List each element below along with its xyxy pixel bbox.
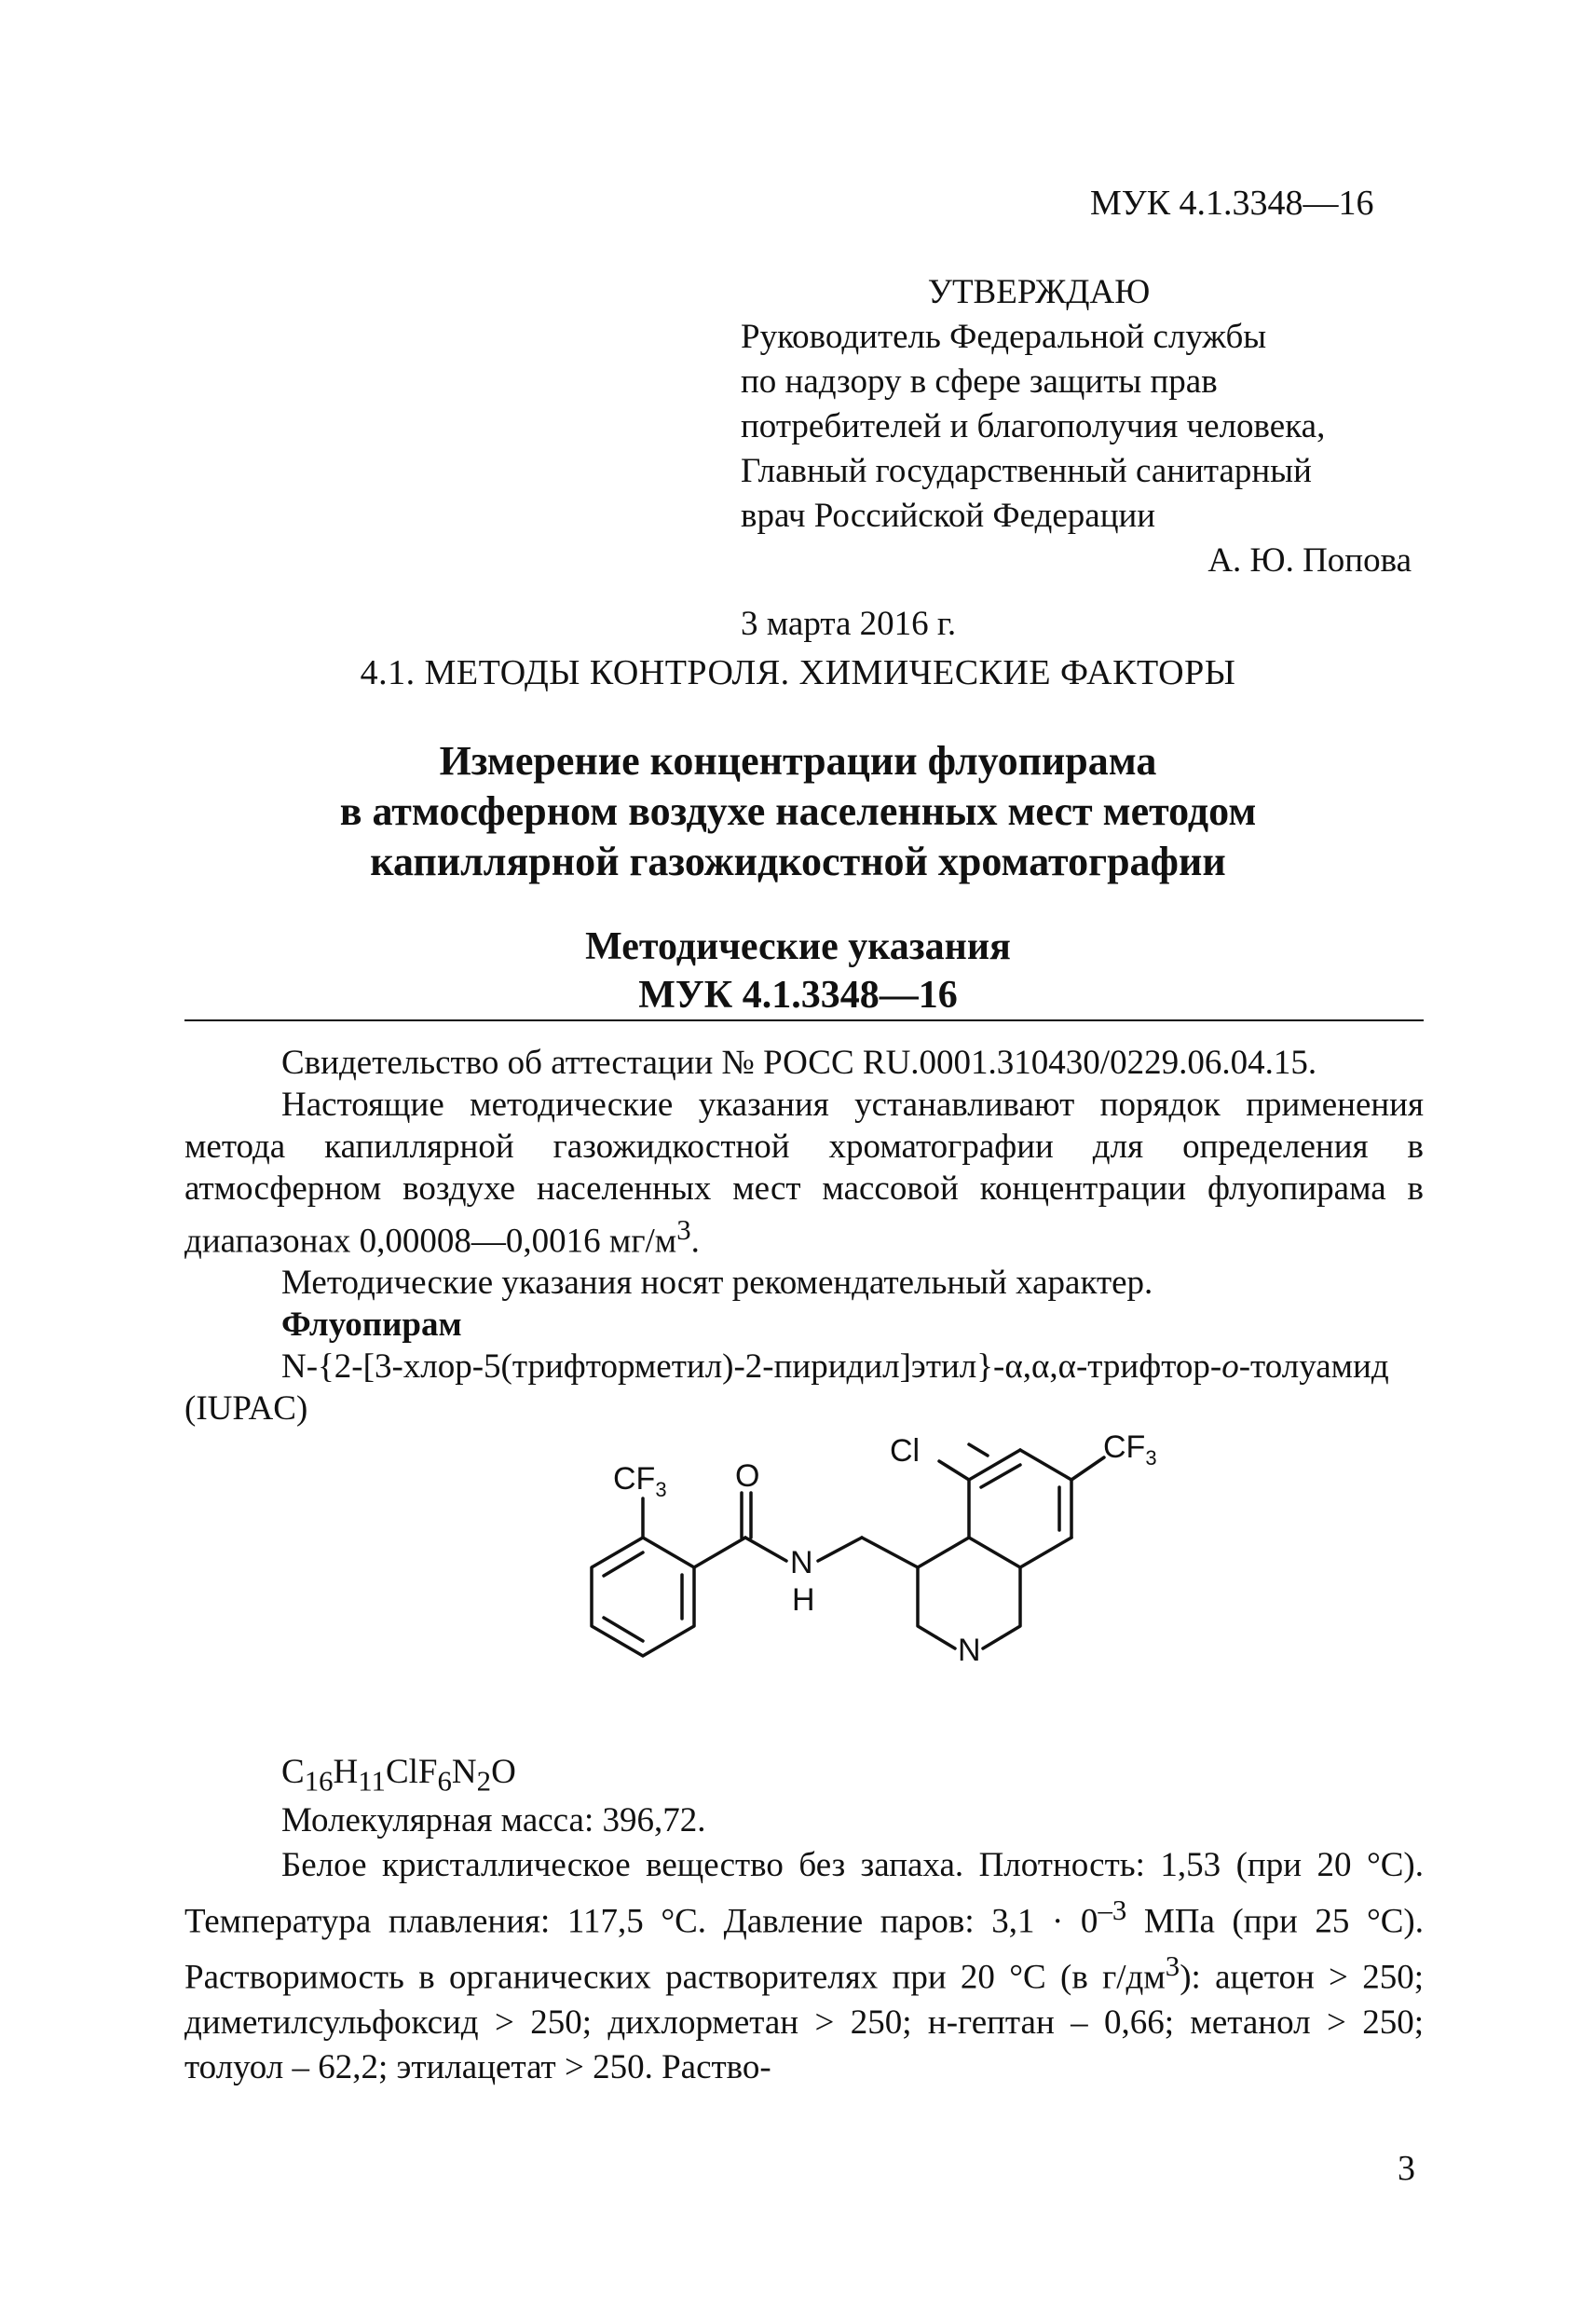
iupac-ortho: о xyxy=(1221,1347,1239,1387)
pyridine-ring xyxy=(1020,1538,1071,1567)
nitrogen-ring-label: N xyxy=(958,1633,981,1668)
title-line: капиллярной газожидкостной хроматографии xyxy=(370,839,1226,884)
iupac-part-b: -толуамид (IUPAC) xyxy=(184,1347,1389,1429)
molar-mass: Молекулярная масса: 396,72. xyxy=(281,1801,706,1839)
document-code: МУК 4.1.3348—16 xyxy=(1090,184,1374,223)
pyridine-ring xyxy=(918,1538,1020,1637)
volume-exponent: 3 xyxy=(1165,1950,1180,1983)
formula-subscript: 11 xyxy=(358,1765,386,1798)
physical-properties-paragraph xyxy=(184,1843,1424,2090)
approval-date: 3 марта 2016 г. xyxy=(741,605,957,643)
formula-subscript: 2 xyxy=(476,1765,492,1798)
title-line: в атмосферном воздухе населенных мест методом xyxy=(339,788,1257,834)
page-number: 3 xyxy=(1398,2149,1415,2188)
scope-paragraph xyxy=(184,1084,1424,1262)
properties-part-b: МПа (при 25 °С). Растворимость в органических растворителях при 20 °С (в г/дм xyxy=(184,1902,1425,1997)
iupac-part-a: N-{2-[3-хлор-5(трифторметил)-2-пиридил]этил}-α,α,α-трифтор- xyxy=(281,1347,1222,1387)
properties-part-c: ): ацетон > 250; диметилсульфоксид > 250; дихлорметан > 250; н-гептан – 0,66; метанол > 250; толуол – 62,2; этилацетат > 250. Раство- xyxy=(184,1958,1424,2086)
formula-element: ClF xyxy=(385,1753,438,1791)
recommendation-paragraph: Методические указания носят рекомендательный характер. xyxy=(281,1264,1153,1303)
oxygen-label: O xyxy=(735,1458,760,1494)
body-text xyxy=(184,1042,1424,1429)
approver-position-line: Руководитель Федеральной службы xyxy=(741,318,1267,356)
formula-element: N xyxy=(451,1753,477,1791)
iupac-name xyxy=(184,1346,1424,1429)
approver-position-line: потребителей и благополучия человека, xyxy=(741,407,1326,445)
chlorine-label: Cl xyxy=(890,1435,921,1469)
scope-end: . xyxy=(690,1222,700,1261)
unit-exponent: 3 xyxy=(676,1214,691,1246)
document-title xyxy=(0,736,1596,887)
title-line: Измерение концентрации флуопирама xyxy=(439,738,1157,784)
cf3-right-label: $CF_3$ xyxy=(1103,1435,1157,1470)
certificate-paragraph: Свидетельство об аттестации № РОСС RU.0001.310430/0229.06.04.15. xyxy=(281,1044,1317,1082)
carbonyl-carbon-bond xyxy=(694,1538,745,1567)
molecular-formula xyxy=(281,1752,516,1798)
pyridine-ring xyxy=(1020,1450,1071,1480)
chlorine-bond-stub xyxy=(969,1444,988,1456)
section-heading: 4.1. МЕТОДЫ КОНТРОЛЯ. ХИМИЧЕСКИЕ ФАКТОРЫ xyxy=(360,653,1236,692)
amide-bond xyxy=(745,1538,786,1561)
formula-element: O xyxy=(491,1753,516,1791)
nitrogen-amide-label: N xyxy=(790,1545,813,1580)
subtitle-code: МУК 4.1.3348—16 xyxy=(638,974,958,1017)
ethyl-chain-bond xyxy=(818,1538,862,1561)
pressure-exponent: –3 xyxy=(1098,1894,1127,1926)
cf3-right-bond xyxy=(1071,1457,1104,1480)
formula-element: C xyxy=(281,1753,305,1791)
approval-block xyxy=(741,270,1430,647)
title-divider xyxy=(184,1019,1424,1021)
formula-element: H xyxy=(333,1753,359,1791)
cf3-left-label: $CF_3$ xyxy=(613,1461,667,1501)
formula-subscript: 16 xyxy=(304,1765,334,1798)
pyridine-ring xyxy=(918,1567,936,1637)
hydrogen-label: H xyxy=(792,1582,815,1618)
properties-text xyxy=(184,1798,1424,2090)
document-subtitle xyxy=(0,923,1596,1019)
pyridine-ring xyxy=(936,1637,955,1648)
structural-formula xyxy=(494,1435,1295,1743)
pyridine-ring xyxy=(969,1450,1020,1480)
ethyl-chain-bond xyxy=(862,1538,918,1567)
substance-name: Флуопирам xyxy=(281,1306,462,1345)
benzene-ring xyxy=(592,1538,694,1656)
formula-subscript: 6 xyxy=(437,1765,452,1798)
pyridine-ring xyxy=(983,1637,1002,1648)
signatory-name: А. Ю. Попова xyxy=(1207,541,1412,580)
subtitle-kind: Методические указания xyxy=(585,925,1011,968)
properties-part-a: Белое кристаллическое вещество без запаха. Плотность: 1,53 (при 20 °С). Температура плавления: 117,5 °С. Давление паров: 3,1 · 0 xyxy=(184,1846,1424,1941)
approver-position-line: Главный государственный санитарный xyxy=(741,452,1312,490)
approve-word: УТВЕРЖДАЮ xyxy=(927,273,1151,311)
chlorine-bond xyxy=(939,1461,969,1480)
approver-position-line: врач Российской Федерации xyxy=(741,497,1156,535)
bond-lines xyxy=(592,1444,1104,1656)
approver-position-line: по надзору в сфере защиты прав xyxy=(741,362,1218,401)
scope-text: Настоящие методические указания устанавливают порядок применения метода капиллярной газожидкостной хроматографии для определения в атмосферном воздухе населенных мест массовой концентрации флуопирама в диапазонах 0,00008—0,0016 мг/м xyxy=(184,1086,1424,1261)
